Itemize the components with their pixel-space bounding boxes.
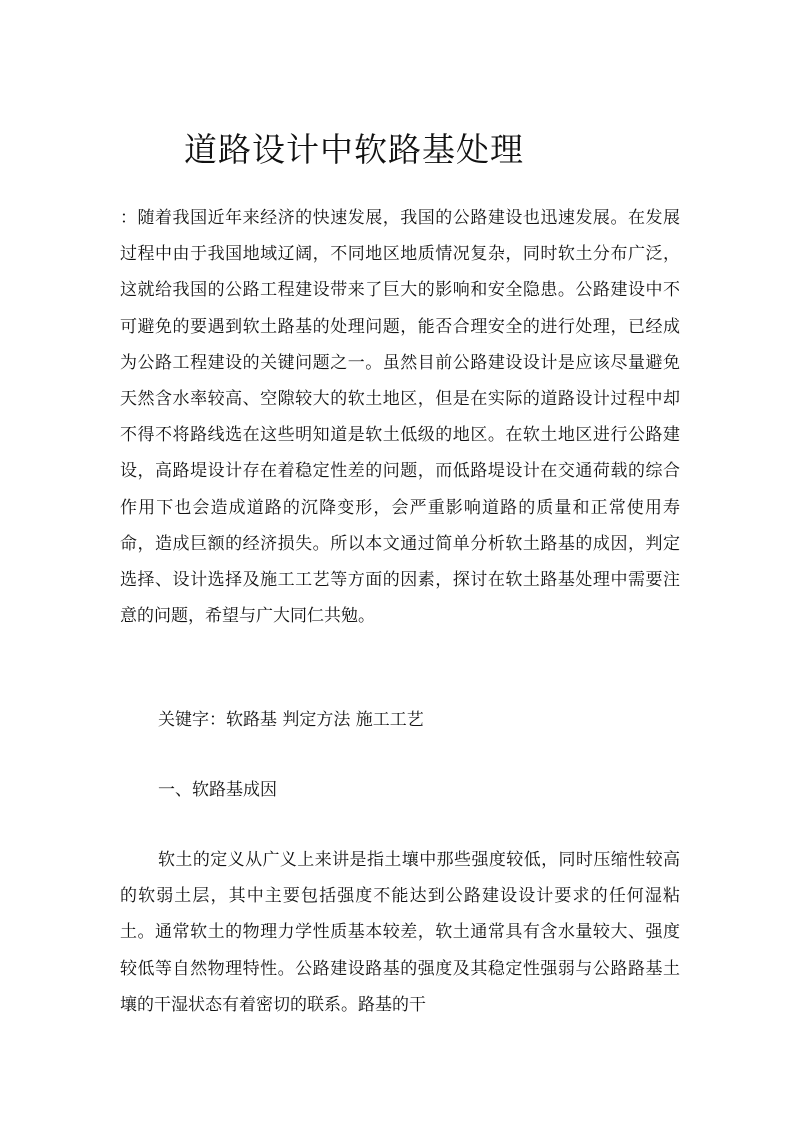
body-paragraph: 软土的定义从广义上来讲是指土壤中那些强度较低，同时压缩性较高的软弱土层，其中主要包括强度不能达到公路建设设计要求的任何湿粘土。通常软土的物理力学性质基本较差，软土通常具有含水量较大、强度较低等自然物理特性。公路建设路基的强度及其稳定性强弱与公路路基土壤的干湿状态有着密切的联系。路基的干 [120,850,680,1015]
abstract-paragraph: ：随着我国近年来经济的快速发展，我国的公路建设也迅速发展。在发展过程中由于我国地域辽阔，不同地区地质情况复杂，同时软土分布广泛，这就给我国的公路工程建设带来了巨大的影响和安全隐患。公路建设中不可避免的要遇到软土路基的处理问题，能否合理安全的进行处理，已经成为公路工程建设的关键问题之一。虽然目前公路建设设计是应该尽量避免天然含水率较高、空隙较大的软土地区，但是在实际的道路设计过程中却不得不将路线选在这些明知道是软土低级的地区。在软土地区进行公路建设，高路堤设计存在着稳定性差的问题，而低路堤设计在交通荷载的综合作用下也会造成道路的沉降变形，会严重影响道路的质量和正常使用寿命，造成巨额的经济损失。所以本文通过简单分析软土路基的成因，判定选择、设计选择及施工工艺等方面的因素，探讨在软土路基处理中需要注意的问题，希望与广大同仁共勉。 [120,208,680,627]
section-heading: 一、软路基成因 [158,780,277,800]
keywords-line: 关键字：软路基 判定方法 施工工艺 [158,710,424,730]
document-title: 道路设计中软路基处理 [184,130,524,169]
